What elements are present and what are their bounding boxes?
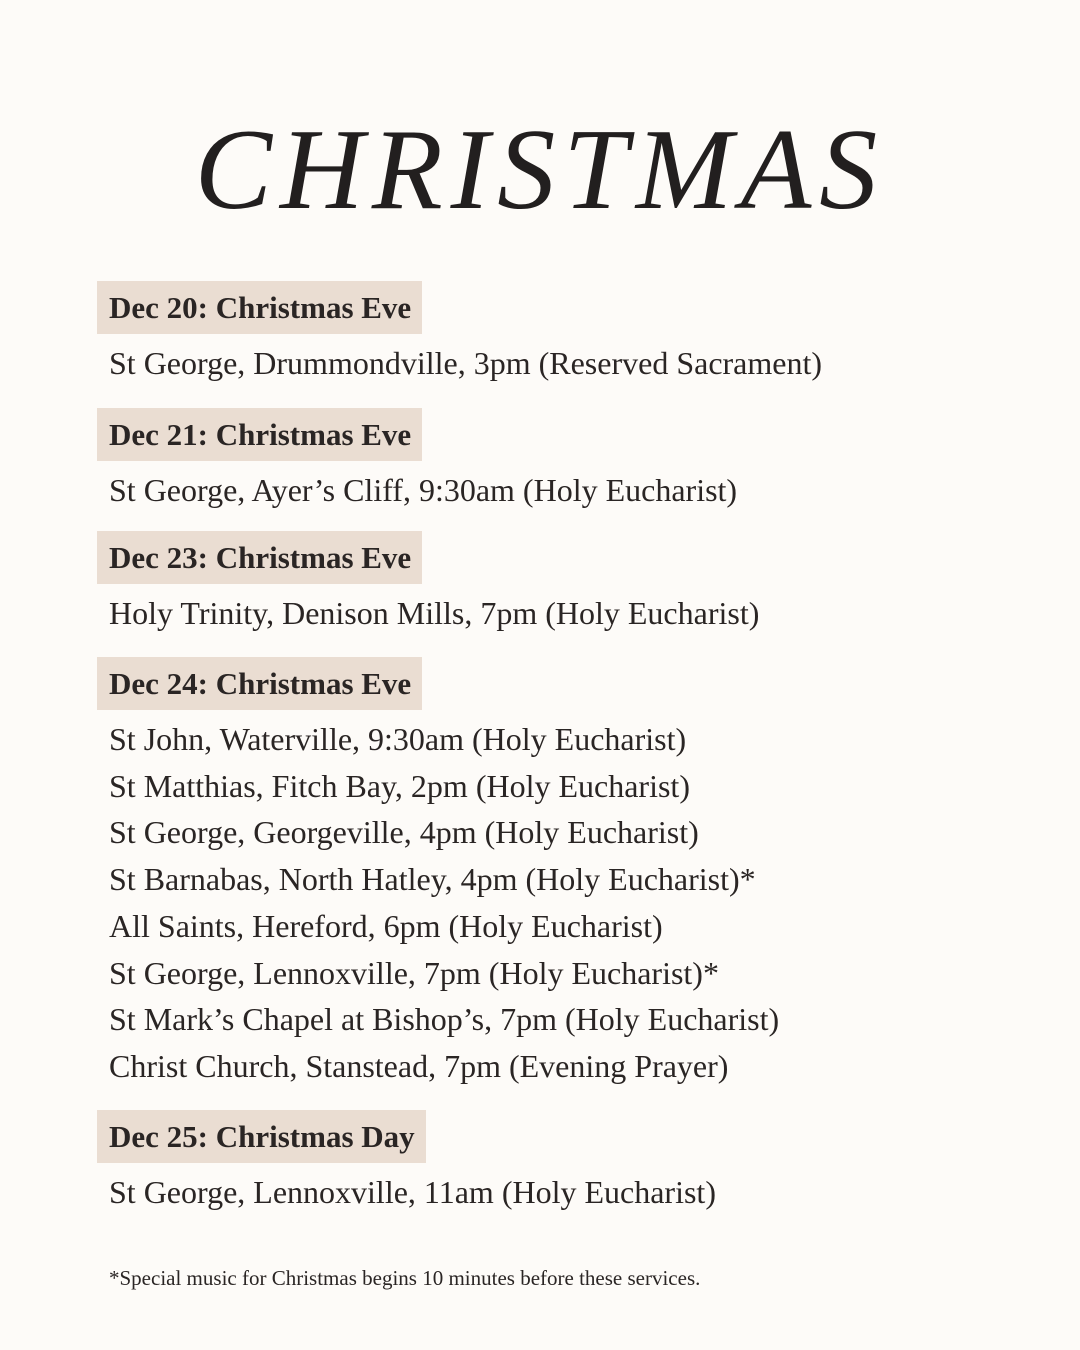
service-item: Holy Trinity, Denison Mills, 7pm (Holy Eucharist): [109, 595, 760, 631]
service-item: Christ Church, Stanstead, 7pm (Evening Prayer): [109, 1047, 729, 1084]
footnote: *Special music for Christmas begins 10 minutes before these services.: [109, 1266, 701, 1290]
service-list: [97, 590, 759, 637]
service-item: St John, Waterville, 9:30am (Holy Eucharist): [109, 721, 687, 757]
service-list: [97, 1169, 716, 1216]
service-item: St George, Drummondville, 3pm (Reserved Sacrament): [109, 345, 823, 381]
service-item: St George, Lennoxville, 11am (Holy Eucharist): [109, 1174, 716, 1210]
page-title: CHRISTMAS: [194, 106, 886, 234]
date-header: Dec 25: Christmas Day: [97, 1110, 426, 1163]
date-header: Dec 23: Christmas Eve: [97, 531, 422, 584]
service-item: All Saints, Hereford, 6pm (Holy Eucharist): [109, 907, 663, 944]
service-item: St George, Lennoxville, 7pm (Holy Eucharist)*: [109, 954, 719, 991]
date-header: Dec 24: Christmas Eve: [97, 657, 422, 710]
service-item: St Matthias, Fitch Bay, 2pm (Holy Eucharist): [109, 767, 690, 804]
service-item: St Mark’s Chapel at Bishop’s, 7pm (Holy Eucharist): [109, 1001, 780, 1038]
service-item: St Barnabas, North Hatley, 4pm (Holy Eucharist)*: [109, 861, 756, 898]
schedule-section-dec-20: [97, 281, 822, 387]
schedule-section-dec-21: [97, 408, 737, 514]
schedule-section-dec-25: [97, 1110, 716, 1216]
schedule-section-dec-23: [97, 531, 759, 637]
service-item: St George, Ayer’s Cliff, 9:30am (Holy Eucharist): [109, 472, 738, 508]
date-header: Dec 20: Christmas Eve: [97, 281, 422, 334]
schedule-section-dec-24: [97, 657, 779, 1090]
service-list: [97, 716, 779, 1090]
service-list: [97, 340, 822, 387]
date-header: Dec 21: Christmas Eve: [97, 408, 422, 461]
service-list: [97, 467, 737, 514]
service-item: St George, Georgeville, 4pm (Holy Eucharist): [109, 814, 699, 851]
